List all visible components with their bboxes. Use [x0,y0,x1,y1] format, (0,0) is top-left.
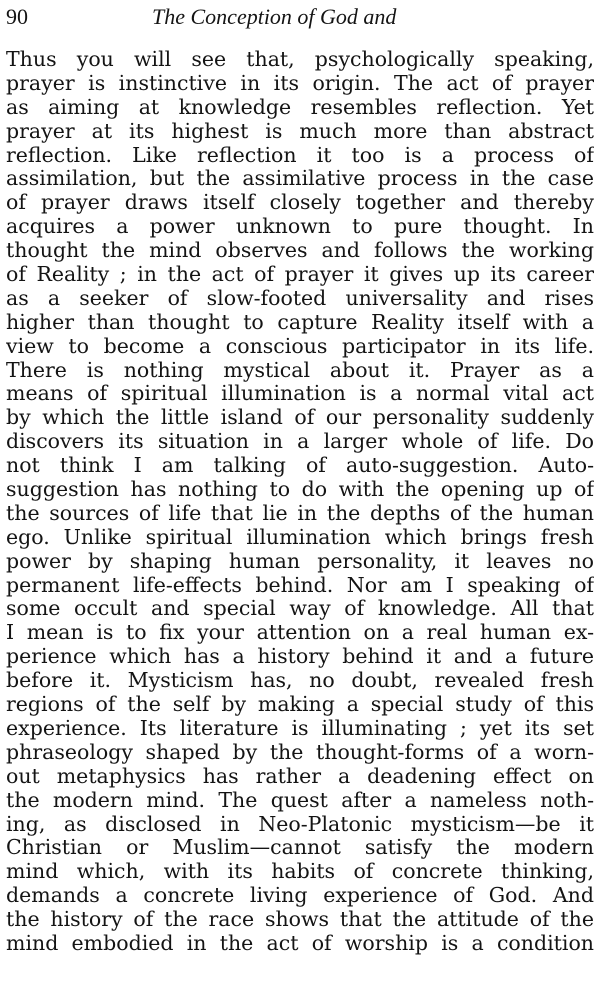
text-line: prayer at its highest is much more than abstract [6,119,594,143]
text-line: not think I am talking of auto-suggestion. Auto- [6,454,594,478]
text-line: regions of the self by making a special study of this [6,693,594,717]
text-line: mind which, with its habits of concrete thinking, [6,860,594,884]
text-line: before it. Mysticism has, no doubt, revealed fresh [6,669,594,693]
text-line: permanent life-effects behind. Nor am I speaking of [6,573,594,597]
text-line: phraseology shaped by the thought-forms of a worn- [6,740,594,764]
text-line: suggestion has nothing to do with the opening up of [6,478,594,502]
text-line: ing, as disclosed in Neo-Platonic mysticism—be it [6,812,594,836]
page-number: 90 [6,4,28,29]
text-line: acquires a power unknown to pure thought. In [6,215,594,239]
text-line: higher than thought to capture Reality itself with a [6,310,594,334]
text-line: reflection. Like reflection it too is a process of [6,143,594,167]
text-line: assimilation, but the assimilative process in the case [6,167,594,191]
running-title: The Conception of God and [152,4,397,29]
text-line: as aiming at knowledge resembles reflection. Yet [6,95,594,119]
text-line: ego. Unlike spiritual illumination which brings fresh [6,525,594,549]
text-line: Christian or Muslim—cannot satisfy the modern [6,836,594,860]
text-line: out metaphysics has rather a deadening effect on [6,764,594,788]
text-line: prayer is instinctive in its origin. The act of prayer [6,71,594,95]
running-header [6,2,594,32]
body-paragraph [6,48,594,956]
text-line: power by shaping human personality, it leaves no [6,549,594,573]
text-line: as a seeker of slow-footed universality and rises [6,286,594,310]
text-line: demands a concrete living experience of God. And [6,884,594,908]
text-line: Thus you will see that, psychologically speaking, [6,48,594,71]
text-line: discovers its situation in a larger whole of life. Do [6,430,594,454]
text-line: mind embodied in the act of worship is a condition [6,931,594,955]
text-line: thought the mind observes and follows the working [6,239,594,263]
text-line: of prayer draws itself closely together and thereby [6,191,594,215]
text-line: some occult and special way of knowledge. All that [6,597,594,621]
text-line: view to become a conscious participator in its life. [6,334,594,358]
text-line: the history of the race shows that the attitude of the [6,908,594,932]
text-line: the modern mind. The quest after a nameless noth- [6,788,594,812]
text-line: There is nothing mystical about it. Prayer as a [6,358,594,382]
text-line: of Reality ; in the act of prayer it gives up its career [6,263,594,287]
text-line: I mean is to fix your attention on a real human ex- [6,621,594,645]
text-line: by which the little island of our personality suddenly [6,406,594,430]
text-line: perience which has a history behind it and a future [6,645,594,669]
text-line: experience. Its literature is illuminating ; yet its set [6,716,594,740]
text-line: the sources of life that lie in the depths of the human [6,501,594,525]
text-line: means of spiritual illumination is a normal vital act [6,382,594,406]
